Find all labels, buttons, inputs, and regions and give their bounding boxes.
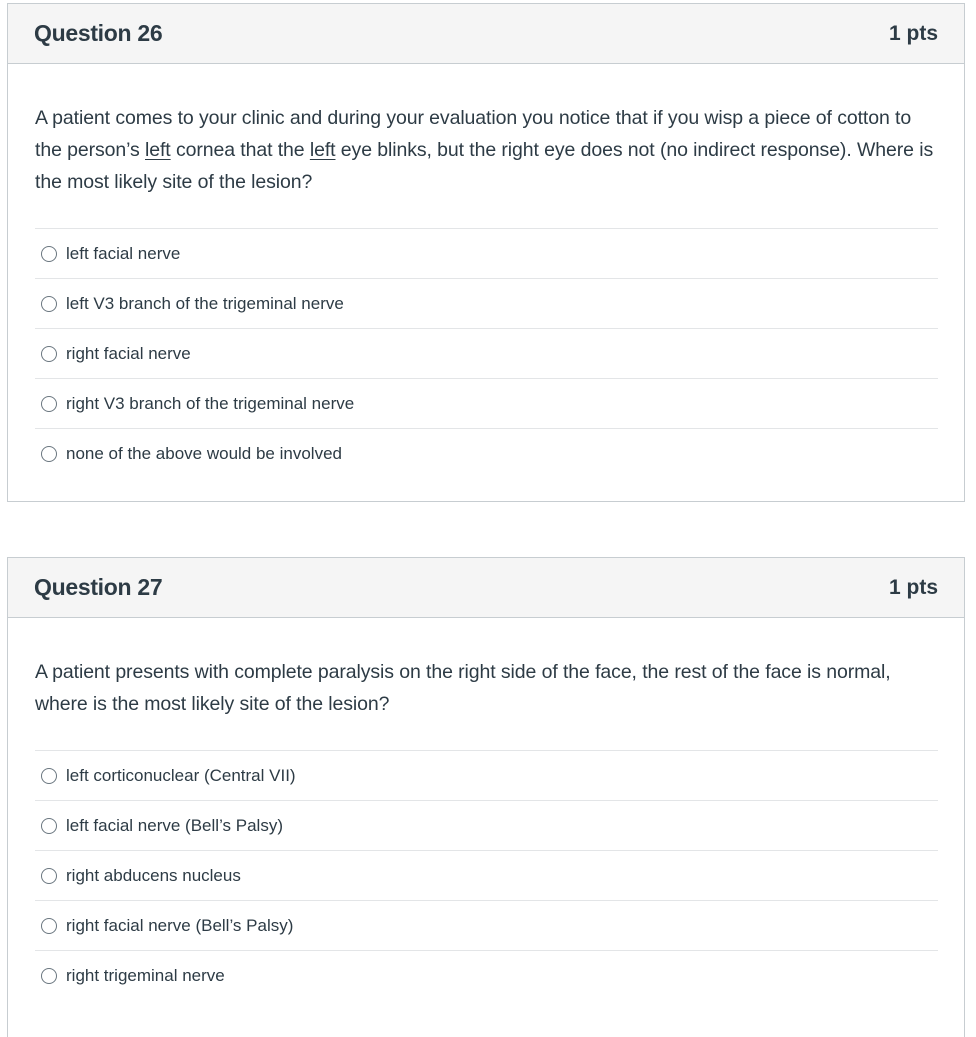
radio-button[interactable]: [41, 818, 57, 834]
radio-button[interactable]: [41, 346, 57, 362]
answer-label[interactable]: right V3 branch of the trigeminal nerve: [66, 393, 355, 413]
answer-label[interactable]: right facial nerve (Bell’s Palsy): [66, 915, 294, 935]
question-title: Question 26: [34, 20, 163, 46]
radio-button[interactable]: [41, 868, 57, 884]
radio-button[interactable]: [41, 768, 57, 784]
answer-list: [35, 228, 938, 478]
question-text: [35, 102, 938, 198]
question-header: [8, 4, 964, 64]
radio-button[interactable]: [41, 396, 57, 412]
question-text-part: A patient comes to your clinic and during your evaluation you notice that if you wisp a piece of cotton to the person’s: [35, 107, 912, 161]
answer-label[interactable]: left V3 branch of the trigeminal nerve: [66, 293, 344, 313]
question-points: 1 pts: [888, 21, 938, 45]
answer-option[interactable]: [35, 429, 938, 478]
question-text: A patient presents with complete paralysis on the right side of the face, the rest of the face is normal, where is the most likely site of the lesion?: [35, 661, 891, 715]
answer-option[interactable]: [35, 379, 938, 429]
radio-button[interactable]: [41, 446, 57, 462]
answer-label[interactable]: left facial nerve: [66, 243, 181, 263]
question-text-emphasis: left: [309, 139, 336, 161]
question-text-part: cornea that the: [170, 139, 310, 161]
question-title: Question 27: [34, 574, 163, 600]
question-text-emphasis: left: [145, 139, 171, 161]
radio-button[interactable]: [41, 968, 57, 984]
answer-option[interactable]: [35, 951, 938, 1000]
radio-button[interactable]: [41, 246, 57, 262]
question-header: [8, 558, 964, 618]
answer-option[interactable]: [35, 751, 938, 801]
answer-option[interactable]: [35, 329, 938, 379]
answer-option[interactable]: [35, 901, 938, 951]
question-text-part: eye blinks, but the right eye does not (no indirect response). Where is the most likely site of the lesion?: [35, 139, 934, 193]
question-points: 1 pts: [888, 575, 938, 599]
answer-list: [35, 750, 938, 1000]
answer-option[interactable]: [35, 279, 938, 329]
question-26: [7, 3, 965, 502]
radio-button[interactable]: [41, 918, 57, 934]
answer-option[interactable]: [35, 229, 938, 279]
answer-label[interactable]: right trigeminal nerve: [66, 965, 225, 985]
answer-label[interactable]: right abducens nucleus: [66, 865, 241, 885]
answer-label[interactable]: left corticonuclear (Central VII): [66, 765, 296, 785]
answer-label[interactable]: none of the above would be involved: [66, 443, 342, 463]
answer-label[interactable]: right facial nerve: [66, 343, 191, 363]
answer-option[interactable]: [35, 801, 938, 851]
question-27: [7, 557, 965, 1037]
answer-option[interactable]: [35, 851, 938, 901]
radio-button[interactable]: [41, 296, 57, 312]
answer-label[interactable]: left facial nerve (Bell’s Palsy): [66, 815, 283, 835]
